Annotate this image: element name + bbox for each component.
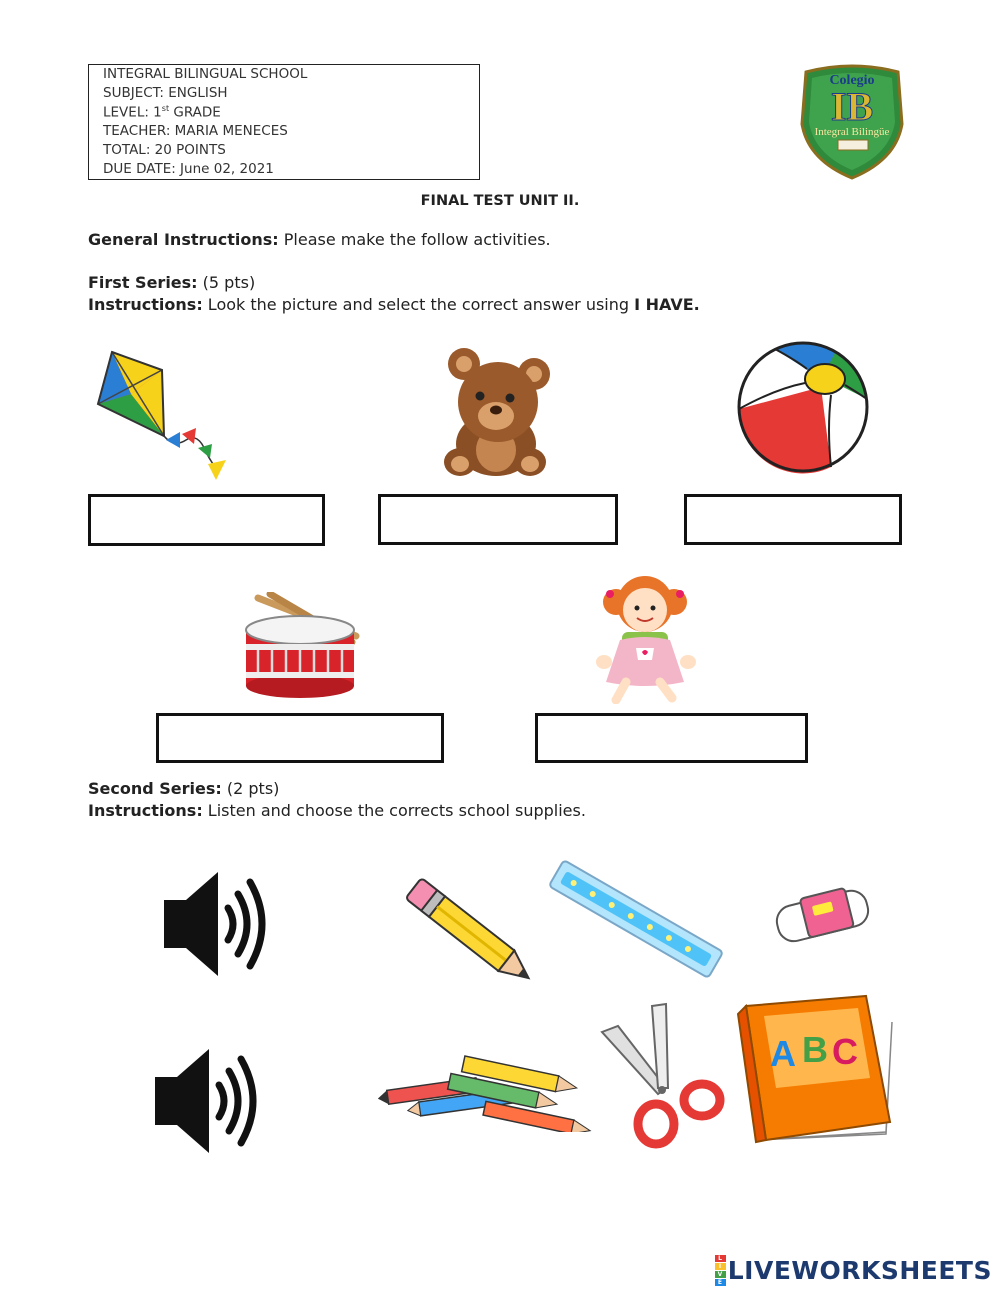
first-series-points: (5 pts)	[197, 273, 256, 292]
answer-input-drum[interactable]	[159, 716, 441, 760]
level-line	[103, 104, 221, 121]
ball-picture	[735, 339, 871, 475]
brand-block: I	[715, 1263, 726, 1270]
speaker-icon[interactable]	[151, 1045, 267, 1157]
general-text: Please make the follow activities.	[278, 230, 551, 249]
liveworksheets-brand	[715, 1255, 992, 1286]
due-date-line: DUE DATE: June 02, 2021	[103, 161, 274, 177]
second-instr-label: Instructions:	[88, 801, 203, 820]
second-series-points: (2 pts)	[221, 779, 280, 798]
abc-book-picture[interactable]	[736, 992, 898, 1150]
level-sup: st	[161, 104, 170, 113]
header-info-box	[88, 64, 480, 180]
brand-text: LIVEWORKSHEETS	[727, 1256, 992, 1285]
brand-block: L	[715, 1255, 726, 1262]
answer-box-doll[interactable]	[535, 713, 808, 763]
teddy-bear-picture	[440, 344, 556, 480]
drum-picture	[240, 592, 364, 702]
pencil-picture[interactable]	[388, 870, 548, 994]
scissors-picture[interactable]	[596, 1002, 730, 1150]
page-title: FINAL TEST UNIT II.	[420, 193, 580, 209]
answer-input-teddy-bear[interactable]	[381, 497, 615, 542]
first-instr-bold: I HAVE.	[634, 295, 700, 314]
logo-top-text: Colegio	[829, 73, 875, 88]
level-suffix: GRADE	[169, 104, 221, 121]
answer-input-doll[interactable]	[538, 716, 805, 760]
first-instr-text: Look the picture and select the correct answer using	[202, 295, 635, 314]
brand-logo-icon	[715, 1255, 725, 1286]
first-instr-label: Instructions:	[88, 295, 203, 314]
general-instructions	[88, 230, 551, 249]
ruler-picture[interactable]	[540, 860, 732, 978]
school-name: INTEGRAL BILINGUAL SCHOOL	[103, 66, 308, 82]
teacher-line: TEACHER: MARIA MENECES	[103, 123, 288, 139]
answer-box-teddy-bear[interactable]	[378, 494, 618, 545]
logo-letters: IB	[830, 84, 874, 129]
brand-block: V	[715, 1271, 726, 1278]
book-letter-a: A	[770, 1033, 796, 1074]
general-label: General Instructions:	[88, 230, 279, 249]
answer-box-kite[interactable]	[88, 494, 325, 546]
doll-picture	[592, 570, 698, 704]
answer-input-ball[interactable]	[687, 497, 899, 542]
answer-input-kite[interactable]	[91, 497, 322, 543]
book-letter-b: B	[802, 1029, 828, 1070]
second-instr-text: Listen and choose the corrects school supplies.	[202, 801, 586, 820]
second-series-instructions	[88, 801, 586, 820]
eraser-picture[interactable]	[770, 876, 874, 952]
second-series-label: Second Series:	[88, 779, 222, 798]
book-letter-c: C	[832, 1031, 858, 1072]
second-series-heading	[88, 779, 279, 798]
subject-line: SUBJECT: ENGLISH	[103, 85, 228, 101]
first-series-instructions	[88, 295, 700, 314]
colored-pencils-picture[interactable]	[378, 1052, 602, 1132]
first-series-heading	[88, 273, 255, 292]
level-prefix: LEVEL: 1	[103, 104, 162, 121]
answer-box-drum[interactable]	[156, 713, 444, 763]
logo-bottom-text: Integral Bilingüe	[814, 126, 890, 138]
answer-box-ball[interactable]	[684, 494, 902, 545]
total-line: TOTAL: 20 POINTS	[103, 142, 226, 158]
school-logo	[798, 64, 906, 180]
speaker-icon[interactable]	[160, 868, 276, 980]
brand-block: E	[715, 1279, 726, 1286]
kite-picture	[94, 348, 234, 486]
first-series-label: First Series:	[88, 273, 198, 292]
